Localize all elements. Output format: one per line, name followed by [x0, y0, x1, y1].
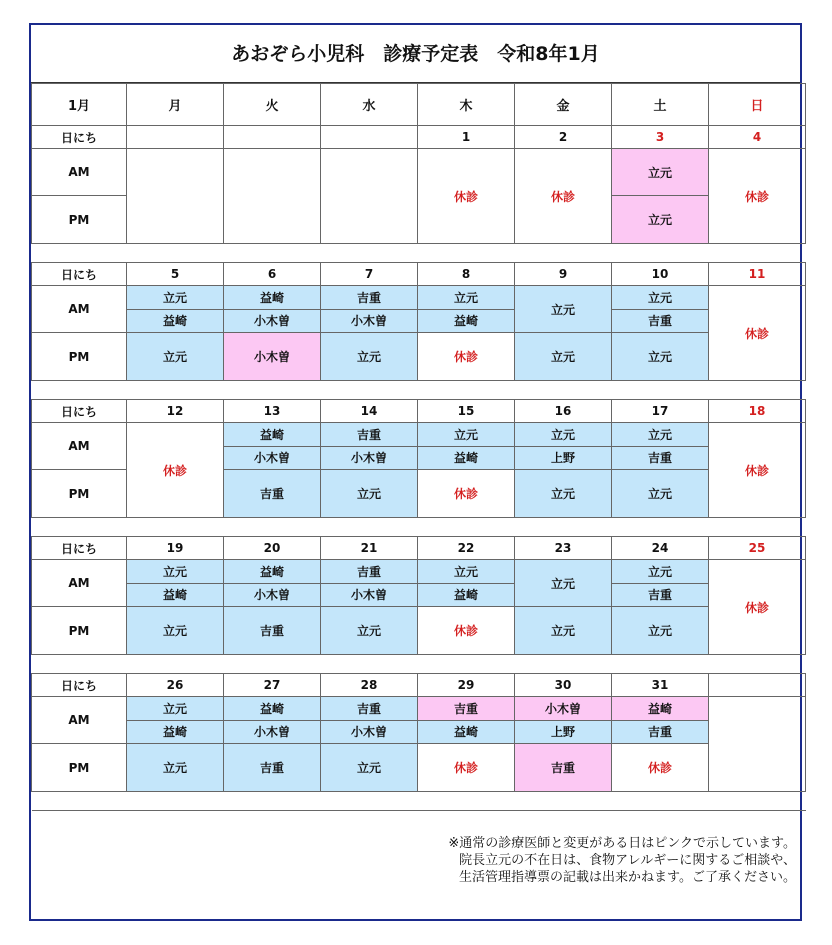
date-cell: 15 — [418, 400, 515, 423]
doctor-cell: 立元 — [418, 286, 515, 310]
spacer-cell — [224, 792, 321, 811]
doctor-cell: 吉重 — [321, 423, 418, 447]
date-cell: 16 — [515, 400, 612, 423]
schedule-frame — [29, 23, 802, 921]
date-row — [32, 263, 806, 286]
spacer-cell — [515, 244, 612, 263]
closed-cell: 休診 — [418, 149, 515, 244]
slot-cell: 立元 — [612, 196, 709, 244]
spacer-cell — [32, 381, 127, 400]
spacer-cell — [32, 518, 127, 537]
closed-cell: 休診 — [709, 423, 806, 518]
doctor-cell: 立元 — [418, 560, 515, 584]
date-cell: 10 — [612, 263, 709, 286]
doctor-cell: 小木曽 — [515, 697, 612, 721]
date-cell: 26 — [127, 674, 224, 697]
closed-cell: 休診 — [515, 149, 612, 244]
doctor-cell: 益崎 — [224, 423, 321, 447]
pm-row — [32, 744, 806, 792]
closed-cell: 休診 — [709, 560, 806, 655]
date-row — [32, 674, 806, 697]
doctor-cell: 益崎 — [418, 583, 515, 607]
doctor-cell: 立元 — [127, 286, 224, 310]
spacer-cell — [224, 518, 321, 537]
doctor-cell: 益崎 — [418, 720, 515, 744]
spacer-cell — [224, 381, 321, 400]
doctor-cell: 吉重 — [612, 309, 709, 333]
pm-row — [32, 607, 806, 655]
doctor-cell: 立元 — [612, 286, 709, 310]
am-label: AM — [32, 697, 127, 744]
closed-cell: 休診 — [709, 149, 806, 244]
week-spacer — [32, 244, 806, 263]
doctor-cell: 立元 — [418, 423, 515, 447]
date-cell: 11 — [709, 263, 806, 286]
slot-cell: 立元 — [515, 333, 612, 381]
slot-cell: 立元 — [127, 607, 224, 655]
slot-cell: 立元 — [321, 744, 418, 792]
closed-cell: 休診 — [709, 286, 806, 381]
week-spacer — [32, 518, 806, 537]
spacer-cell — [709, 655, 806, 674]
am-label: AM — [32, 423, 127, 470]
spacer-cell — [612, 655, 709, 674]
slot-cell: 吉重 — [224, 744, 321, 792]
notes-block — [448, 835, 796, 886]
spacer-cell — [418, 655, 515, 674]
date-row-label: 日にち — [32, 674, 127, 697]
week-spacer — [32, 792, 806, 811]
doctor-cell: 小木曽 — [321, 720, 418, 744]
am-label: AM — [32, 149, 127, 196]
month-label: 1月 — [32, 84, 127, 126]
spacer-cell — [515, 518, 612, 537]
date-cell — [709, 674, 806, 697]
slot-cell: 立元 — [321, 333, 418, 381]
am-row — [32, 423, 806, 447]
day-header-thu: 木 — [418, 84, 515, 126]
spacer-cell — [418, 244, 515, 263]
spacer-cell — [418, 792, 515, 811]
date-cell: 18 — [709, 400, 806, 423]
date-cell — [127, 126, 224, 149]
date-cell: 9 — [515, 263, 612, 286]
date-row-label: 日にち — [32, 263, 127, 286]
empty-cell — [224, 149, 321, 244]
date-cell: 23 — [515, 537, 612, 560]
spacer-cell — [709, 381, 806, 400]
doctor-cell: 益崎 — [224, 697, 321, 721]
spacer-cell — [612, 381, 709, 400]
spacer-cell — [321, 655, 418, 674]
doctor-cell: 小木曽 — [224, 309, 321, 333]
doctor-cell: 立元 — [612, 423, 709, 447]
doctor-cell: 立元 — [515, 423, 612, 447]
date-row-label: 日にち — [32, 537, 127, 560]
spacer-cell — [321, 381, 418, 400]
spacer-cell — [127, 381, 224, 400]
day-header-wed: 水 — [321, 84, 418, 126]
date-cell: 14 — [321, 400, 418, 423]
slot-cell: 吉重 — [224, 607, 321, 655]
doctor-cell: 小木曽 — [224, 720, 321, 744]
date-cell: 20 — [224, 537, 321, 560]
doctor-cell: 吉重 — [321, 286, 418, 310]
doctor-cell: 益崎 — [418, 309, 515, 333]
doctor-cell: 上野 — [515, 446, 612, 470]
doctor-cell: 吉重 — [321, 560, 418, 584]
date-cell: 4 — [709, 126, 806, 149]
slot-cell: 立元 — [612, 470, 709, 518]
spacer-cell — [709, 792, 806, 811]
date-cell: 8 — [418, 263, 515, 286]
doctor-cell: 小木曽 — [321, 446, 418, 470]
closed-cell: 休診 — [127, 423, 224, 518]
date-cell — [321, 126, 418, 149]
spacer-cell — [32, 244, 127, 263]
closed-cell: 休診 — [418, 470, 515, 518]
date-row — [32, 400, 806, 423]
date-cell: 17 — [612, 400, 709, 423]
week-spacer — [32, 381, 806, 400]
spacer-cell — [709, 244, 806, 263]
header-row — [32, 84, 806, 126]
slot-cell: 立元 — [612, 607, 709, 655]
doctor-cell: 益崎 — [127, 309, 224, 333]
am-row-2 — [32, 583, 806, 607]
spacer-cell — [224, 655, 321, 674]
date-cell: 6 — [224, 263, 321, 286]
spacer-cell — [418, 381, 515, 400]
spacer-cell — [321, 792, 418, 811]
date-cell: 19 — [127, 537, 224, 560]
am-row-2 — [32, 720, 806, 744]
doctor-cell: 上野 — [515, 720, 612, 744]
date-cell: 1 — [418, 126, 515, 149]
spacer-cell — [418, 518, 515, 537]
doctor-cell: 小木曽 — [224, 583, 321, 607]
doctor-cell: 益崎 — [612, 697, 709, 721]
slot-cell: 立元 — [127, 744, 224, 792]
note-line: 生活管理指導票の記載は出来かねます。ご了承ください。 — [459, 870, 796, 885]
date-cell: 2 — [515, 126, 612, 149]
spacer-cell — [32, 655, 127, 674]
am-row — [32, 560, 806, 584]
doctor-cell: 益崎 — [127, 720, 224, 744]
slot-cell: 立元 — [321, 470, 418, 518]
am-label: AM — [32, 560, 127, 607]
spacer-cell — [127, 792, 224, 811]
doctor-cell: 吉重 — [612, 446, 709, 470]
slot-cell: 立元 — [612, 149, 709, 196]
doctor-cell: 吉重 — [321, 697, 418, 721]
spacer-cell — [612, 792, 709, 811]
spacer-cell — [515, 792, 612, 811]
doctor-cell: 吉重 — [418, 697, 515, 721]
doctor-cell: 吉重 — [612, 583, 709, 607]
slot-cell: 立元 — [515, 607, 612, 655]
slot-cell: 立元 — [612, 333, 709, 381]
day-header-sat: 土 — [612, 84, 709, 126]
am-row — [32, 286, 806, 310]
date-cell: 30 — [515, 674, 612, 697]
date-cell: 24 — [612, 537, 709, 560]
pm-label: PM — [32, 744, 127, 792]
spacer-cell — [515, 381, 612, 400]
note-line: 院長立元の不在日は、食物アレルギーに関するご相談や、 — [459, 853, 796, 868]
slot-cell: 立元 — [321, 607, 418, 655]
pm-label: PM — [32, 333, 127, 381]
slot-cell — [709, 697, 806, 792]
closed-cell: 休診 — [418, 744, 515, 792]
pm-label: PM — [32, 470, 127, 518]
date-cell: 13 — [224, 400, 321, 423]
doctor-cell: 益崎 — [127, 583, 224, 607]
slot-cell: 吉重 — [515, 744, 612, 792]
slot-cell: 小木曽 — [224, 333, 321, 381]
date-cell: 28 — [321, 674, 418, 697]
date-row-label: 日にち — [32, 126, 127, 149]
schedule-table — [31, 83, 806, 811]
closed-cell: 休診 — [418, 607, 515, 655]
doctor-cell: 小木曽 — [321, 309, 418, 333]
date-cell: 3 — [612, 126, 709, 149]
note-line: ※通常の診療医師と変更がある日はピンクで示しています。 — [448, 836, 796, 851]
doctor-cell: 小木曽 — [321, 583, 418, 607]
slot-cell: 立元 — [127, 333, 224, 381]
pm-label: PM — [32, 196, 127, 244]
spacer-cell — [32, 792, 127, 811]
date-cell: 25 — [709, 537, 806, 560]
empty-cell — [321, 149, 418, 244]
date-cell: 12 — [127, 400, 224, 423]
slot-cell: 立元 — [515, 286, 612, 333]
doctor-cell: 立元 — [127, 560, 224, 584]
spacer-cell — [612, 518, 709, 537]
page-title: あおぞら小児科 診療予定表 令和8年1月 — [31, 25, 800, 83]
closed-cell: 休診 — [612, 744, 709, 792]
spacer-cell — [127, 655, 224, 674]
slot-cell: 立元 — [515, 560, 612, 607]
pm-row — [32, 333, 806, 381]
date-cell: 22 — [418, 537, 515, 560]
date-row-label: 日にち — [32, 400, 127, 423]
date-cell: 29 — [418, 674, 515, 697]
spacer-cell — [515, 655, 612, 674]
pm-label: PM — [32, 607, 127, 655]
date-cell: 7 — [321, 263, 418, 286]
closed-cell: 休診 — [418, 333, 515, 381]
date-cell: 31 — [612, 674, 709, 697]
doctor-cell: 益崎 — [224, 286, 321, 310]
doctor-cell: 益崎 — [418, 446, 515, 470]
spacer-cell — [224, 244, 321, 263]
slot-cell: 吉重 — [224, 470, 321, 518]
day-header-fri: 金 — [515, 84, 612, 126]
am-row — [32, 697, 806, 721]
date-cell — [224, 126, 321, 149]
slot-cell: 立元 — [515, 470, 612, 518]
date-cell: 21 — [321, 537, 418, 560]
empty-cell — [127, 149, 224, 244]
spacer-cell — [709, 518, 806, 537]
date-cell: 5 — [127, 263, 224, 286]
spacer-cell — [321, 518, 418, 537]
spacer-cell — [612, 244, 709, 263]
day-header-mon: 月 — [127, 84, 224, 126]
date-cell: 27 — [224, 674, 321, 697]
spacer-cell — [321, 244, 418, 263]
date-row — [32, 537, 806, 560]
doctor-cell: 立元 — [612, 560, 709, 584]
am-row-2 — [32, 309, 806, 333]
doctor-cell: 小木曽 — [224, 446, 321, 470]
doctor-cell: 立元 — [127, 697, 224, 721]
am-label: AM — [32, 286, 127, 333]
week-spacer — [32, 655, 806, 674]
spacer-cell — [127, 518, 224, 537]
doctor-cell: 益崎 — [224, 560, 321, 584]
day-header-tue: 火 — [224, 84, 321, 126]
day-header-sun: 日 — [709, 84, 806, 126]
doctor-cell: 吉重 — [612, 720, 709, 744]
date-row — [32, 126, 806, 149]
spacer-cell — [127, 244, 224, 263]
